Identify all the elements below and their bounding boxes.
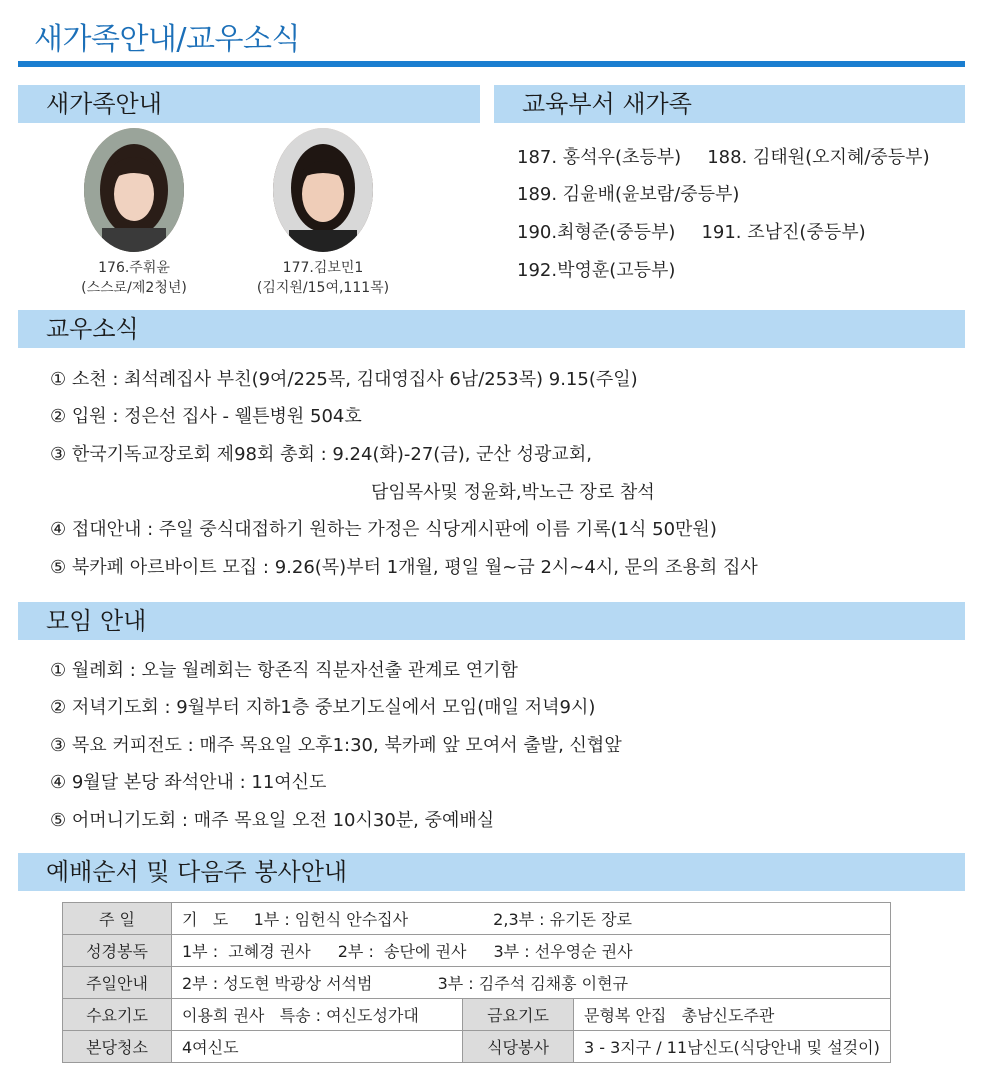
meetings-heading: 모임 안내 (18, 602, 965, 640)
title-rule (18, 61, 965, 67)
table-row (63, 1031, 891, 1063)
person-name: 176.주휘윤 (98, 260, 170, 276)
row-label: 본당청소 (63, 1031, 172, 1063)
person-detail: (스스로/제2청년) (81, 280, 187, 296)
cell-text: 3부 : 선우영순 권사 (493, 942, 633, 961)
meeting-item: ③ 목요 커피전도 : 매주 목요일 오후1:30, 북카페 앞 모여서 출발, 신협앞 (50, 735, 622, 756)
education-entry: 188. 김태원(오지혜/중등부) (707, 147, 930, 168)
row-label: 주 일 (63, 903, 172, 935)
education-row (517, 180, 765, 206)
person-caption-2 (243, 258, 403, 298)
row-label: 수요기도 (63, 999, 172, 1031)
meeting-item: ④ 9월달 본당 좌석안내 : 11여신도 (50, 772, 327, 793)
meeting-item: ② 저녁기도회 : 9월부터 지하1층 중보기도실에서 모임(매일 저녁9시) (50, 697, 596, 718)
news-item: ⑤ 북카페 아르바이트 모집 : 9.26(목)부터 1개월, 평일 월~금 2시~4시, 문의 조용희 집사 (50, 557, 758, 578)
row-label: 성경봉독 (63, 935, 172, 967)
education-entry: 192.박영훈(고등부) (517, 260, 676, 281)
person-detail: (김지원/15여,111목) (256, 280, 390, 296)
table-row (63, 999, 891, 1031)
row-label: 주일안내 (63, 967, 172, 999)
person-name: 177.김보민1 (282, 260, 364, 276)
table-cell: 문형복 안집 총남신도주관 (574, 999, 891, 1031)
education-entry: 189. 김윤배(윤보람/중등부) (517, 184, 740, 205)
table-cell: 이용희 권사 특송 : 여신도성가대 (172, 999, 463, 1031)
table-cell: 3 - 3지구 / 11남신도(식당안내 및 설겆이) (574, 1031, 891, 1063)
table-cell (172, 903, 891, 935)
cell-text: 2부 : 송단에 권사 (337, 942, 467, 961)
person-photo-1 (84, 128, 184, 252)
new-family-heading: 새가족안내 (18, 85, 480, 123)
service-table (62, 902, 891, 1063)
meeting-item: ① 월례회 : 오늘 월례회는 항존직 직분자선출 관계로 연기함 (50, 660, 518, 681)
row-label: 금요기도 (463, 999, 574, 1031)
news-item-continuation: 담임목사및 정윤화,박노근 장로 참석 (371, 482, 655, 503)
news-heading: 교우소식 (18, 310, 965, 348)
news-item: ② 입원 : 정은선 집사 - 웰튼병원 504호 (50, 406, 362, 427)
education-row (517, 143, 956, 169)
meeting-item: ⑤ 어머니기도회 : 매주 목요일 오전 10시30분, 중예배실 (50, 810, 495, 831)
education-entry: 187. 홍석우(초등부) (517, 147, 682, 168)
table-row (63, 903, 891, 935)
person-caption-1 (54, 258, 214, 298)
cell-text: 2부 : 성도현 박광상 서석범 (182, 974, 373, 993)
news-item: ① 소천 : 최석례집사 부친(9여/225목, 김대영집사 6남/253목) 9.15(주일) (50, 369, 638, 390)
education-entry: 191. 조남진(중등부) (701, 222, 866, 243)
news-item: ③ 한국기독교장로회 제98회 총회 : 9.24(화)-27(금), 군산 성광교회, (50, 444, 592, 465)
table-row (63, 935, 891, 967)
row-label: 식당봉사 (463, 1031, 574, 1063)
service-heading: 예배순서 및 다음주 봉사안내 (18, 853, 965, 891)
portrait-image (273, 128, 373, 252)
table-cell: 4여신도 (172, 1031, 463, 1063)
cell-text: 1부 : 고혜경 권사 (182, 942, 311, 961)
table-cell (172, 967, 891, 999)
cell-text: 기 도 1부 : 임헌식 안수집사 (182, 910, 409, 929)
education-entry: 190.최형준(중등부) (517, 222, 676, 243)
person-photo-2 (273, 128, 373, 252)
education-row (517, 218, 892, 244)
page-title: 새가족안내/교우소식 (34, 22, 300, 57)
education-row (517, 256, 701, 282)
table-cell (172, 935, 891, 967)
education-heading: 교육부서 새가족 (494, 85, 965, 123)
portrait-image (84, 128, 184, 252)
table-row (63, 967, 891, 999)
cell-text: 3부 : 김주석 김채홍 이현규 (437, 974, 629, 993)
cell-text: 2,3부 : 유기돈 장로 (493, 910, 633, 929)
news-item: ④ 접대안내 : 주일 중식대접하기 원하는 가정은 식당게시판에 이름 기록(1식 50만원) (50, 519, 717, 540)
